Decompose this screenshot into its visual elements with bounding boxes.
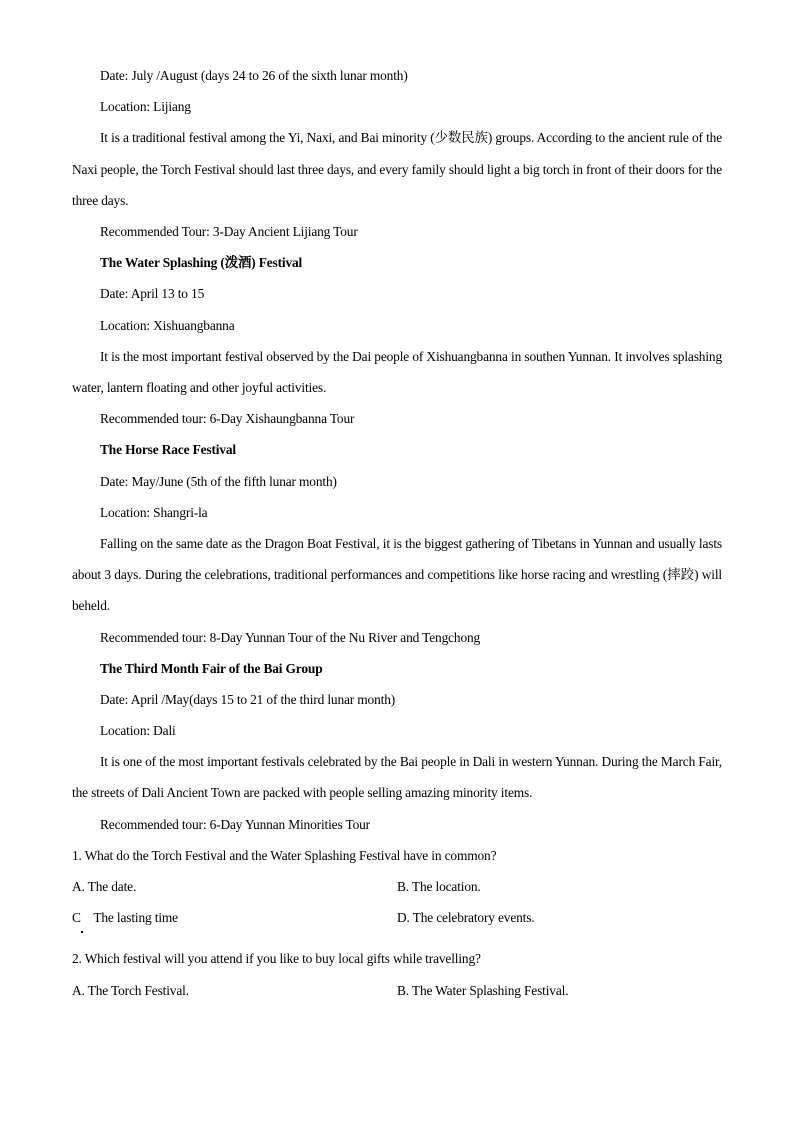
- question-2-option-a: A. The Torch Festival.: [72, 982, 189, 998]
- water-festival-location: Location: Xishuangbanna: [100, 317, 235, 333]
- question-2-options-row-1: [72, 979, 722, 1010]
- question-2-stem: 2. Which festival will you attend if you like to buy local gifts while travelling?: [72, 951, 481, 967]
- torch-festival-description: It is a traditional festival among the Yi, Naxi, and Bai minority (少数民族) groups. According to the ancient rule of the Naxi people, the Torch Festival should last three days, and every family should light a big torch in front of their doors for the three days.: [72, 130, 722, 208]
- fair-title: The Third Month Fair of the Bai Group: [100, 660, 323, 676]
- horse-festival-location: Location: Shangri-la: [100, 504, 208, 520]
- fair-date: Date: April /May(days 15 to 21 of the third lunar month): [100, 691, 396, 707]
- torch-festival-date: Date: July /August (days 24 to 26 of the sixth lunar month): [100, 68, 408, 83]
- water-festival-description: It is the most important festival observed by the Dai people of Xishuangbanna in southen Yunnan. It involves splashing water, lantern floating and other joyful activities.: [72, 348, 722, 395]
- torch-festival-tour: Recommended Tour: 3-Day Ancient Lijiang Tour: [100, 223, 358, 239]
- water-festival-tour: Recommended tour: 6-Day Xishaungbanna Tour: [100, 411, 355, 427]
- stray-mark: [81, 931, 83, 933]
- horse-festival-date: Date: May/June (5th of the fifth lunar month): [100, 473, 337, 489]
- fair-location: Location: Dali: [100, 723, 176, 739]
- question-1-option-c: C The lasting time: [72, 910, 178, 926]
- horse-festival-title: The Horse Race Festival: [100, 442, 237, 458]
- spacer: [72, 937, 722, 947]
- fair-tour: Recommended tour: 6-Day Yunnan Minorities Tour: [100, 816, 370, 832]
- fair-description: It is one of the most important festivals celebrated by the Bai people in Dali in western Yunnan. During the March Fair, the streets of Dali Ancient Town are packed with people selling amazing minority items.: [72, 754, 722, 801]
- question-2-option-b: B. The Water Splashing Festival.: [397, 982, 569, 998]
- question-1-options-row-1: [72, 875, 722, 906]
- question-1-options-row-2: [72, 906, 722, 937]
- water-festival-title: The Water Splashing (泼酒) Festival: [100, 255, 303, 271]
- question-1-option-d: D. The celebratory events.: [397, 910, 535, 926]
- question-1-option-a: A. The date.: [72, 879, 137, 895]
- question-1-stem: 1. What do the Torch Festival and the Water Splashing Festival have in common?: [72, 847, 497, 863]
- water-festival-date: Date: April 13 to 15: [100, 286, 205, 302]
- horse-festival-description: Falling on the same date as the Dragon Boat Festival, it is the biggest gathering of Tibetans in Yunnan and usually lasts about 3 days. During the celebrations, traditional performances and competitions like horse racing and wrestling (摔跤) will beheld.: [72, 535, 722, 614]
- torch-festival-location: Location: Lijiang: [100, 99, 191, 115]
- horse-festival-tour: Recommended tour: 8-Day Yunnan Tour of the Nu River and Tengchong: [100, 629, 481, 645]
- question-1-option-b: B. The location.: [397, 879, 481, 895]
- document-content: [72, 64, 722, 1010]
